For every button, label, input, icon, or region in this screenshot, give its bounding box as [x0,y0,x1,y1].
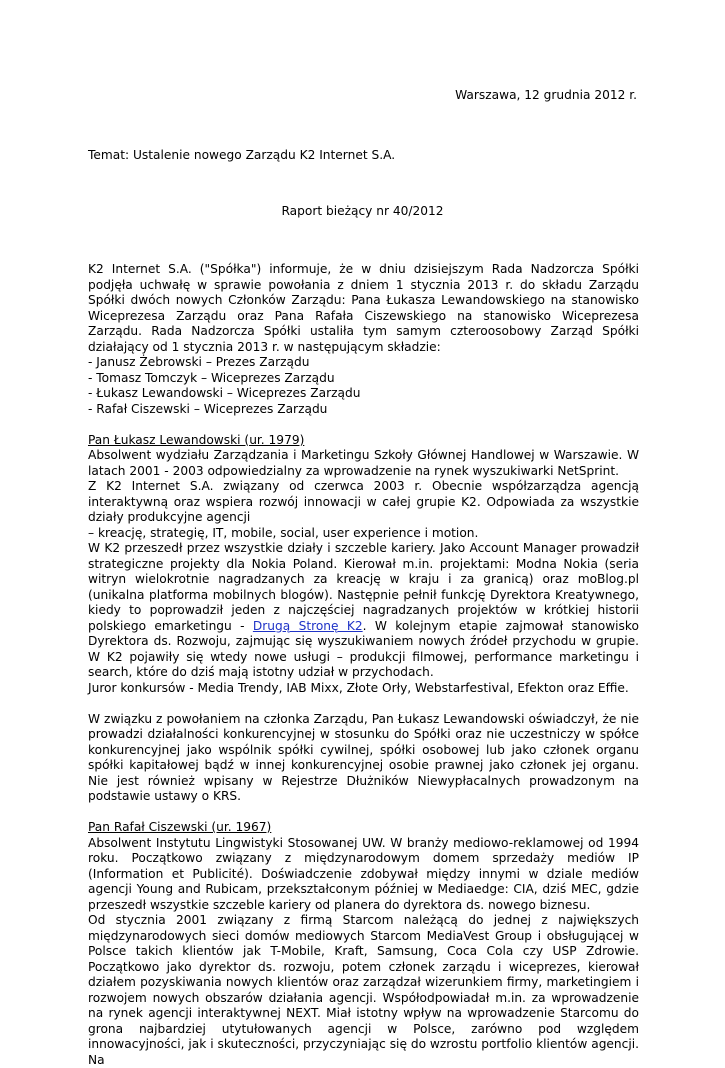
ciszewski-heading: Pan Rafał Ciszewski (ur. 1967) [88,820,272,834]
ciszewski-starcom: Od stycznia 2001 związany z firmą Starcom należącą do jednej z największych międzynarodowych sieci domów mediowych Starcom MediaVest Group i obsługującej w Polsce takich klientów jak T-Mobile, Kraft, Samsung, Coca Cola czy USP Zdrowie. Początkowo jako dyrektor ds. rozwoju, potem członek zarządu i wiceprezes, kierował działem pozyskiwania nowych klientów oraz zarządzał wizerunkiem firmy, marketingiem i rozwojem nowych obszarów działania agencji. Współodpowiadał m.in. za wprowadzenie na rynek agencji interaktywnej NEXT. Miał istotny wpływ na wprowadzenie Starcomu do grona najbardziej utytułowanych agencji w Polsce, zarówno pod względem innowacyjności, jak i skuteczności, przyczyniając się do wzrostu portfolio klientów agencji. Na [88,913,639,1067]
lewandowski-departments: – kreację, strategię, IT, mobile, social, user experience i motion. [88,525,479,540]
report-number: Raport bieżący nr 40/2012 [281,204,444,218]
lewandowski-k2-role: Z K2 Internet S.A. związany od czerwca 2003 r. Obecnie współzarządza agencją interaktywną oraz wspiera rozwój innowacji w całej grupie K2. Odpowiada za wszystkie działy produkcyjne agencji [88,479,639,524]
board-member: - Tomasz Tomczyk – Wiceprezes Zarządu [88,370,335,385]
ciszewski-education: Absolwent Instytutu Lingwistyki Stosowanej UW. W branży mediowo-reklamowej od 1994 roku. Początkowo związany z międzynarodowym domem sprzedaży mediów IP (Information et Publicité). Doświadczenie zdobywał między innymi w dziale mediów agencji Young and Rubicam, przekształconym później w Mediaedge: CIA, dziś MEC, gdzie przeszedł wszystkie szczeble kariery od planera do dyrektora ds. nowego biznesu. [88,835,639,912]
lewandowski-education: Absolwent wydziału Zarządzania i Marketingu Szkoły Głównej Handlowej w Warszawie. W latach 2001 - 2003 odpowiedzialny za wprowadzenie na rynek wyszukiwarki NetSprint. [88,448,639,478]
lewandowski-career: W K2 przeszedł przez wszystkie działy i szczeble kariery. Jako Account Manager prowadził strategiczne projekty dla Nokia Poland. Kierował m.in. projektami: Modna Nokia (seria witryn wielokrotnie nagradzanych za kreację w kraju i za granicą) oraz moBlog.pl (unikalna platforma mobilnych blogów). Następnie pełnił funkcję Dyrektora Kreatywnego, kiedy to poprowadził jeden z najczęściej nagradzanych projektów w krótkiej historii polskiego emarketingu - Drugą Stronę K2. W kolejnym etapie zajmował stanowisko Dyrektora ds. Rozwoju, zajmując się wyszukiwaniem nowych źródeł przychodu w grupie. W K2 pojawiły się wtedy nowe usługi – produkcji filmowej, performance marketingu i search, które do dziś mają istotny udział w przychodach. [88,541,639,679]
document-date: Warszawa, 12 grudnia 2012 r. [455,88,637,102]
lewandowski-juror: Juror konkursów - Media Trendy, IAB Mixx, Złote Orły, Webstarfestival, Efekton oraz Effie. [88,680,629,695]
document-subject: Temat: Ustalenie nowego Zarządu K2 Internet S.A. [88,148,396,162]
board-member: - Łukasz Lewandowski – Wiceprezes Zarządu [88,386,361,400]
board-member: - Rafał Ciszewski – Wiceprezes Zarządu [88,401,328,416]
document-body [88,262,639,1068]
lewandowski-statement: W związku z powołaniem na członka Zarządu, Pan Łukasz Lewandowski oświadczył, że nie prowadzi działalności konkurencyjnej w stosunku do Spółki oraz nie uczestniczy w spółce konkurencyjnej jako wspólnik spółki cywilnej, spółki osobowej lub jako członek organu spółki kapitałowej bądź w innej konkurencyjnej osobie prawnej jako członek jej organu. Nie jest również wpisany w Rejestrze Dłużników Niewypłacalnych prowadzonym na podstawie ustawy o KRS. [88,711,639,803]
intro-paragraph: K2 Internet S.A. ("Spółka") informuje, że w dniu dzisiejszym Rada Nadzorcza Spółki podjęła uchwałę w sprawie powołania z dniem 1 stycznia 2013 r. do składu Zarządu Spółki dwóch nowych Członków Zarządu: Pana Łukasza Lewandowskiego na stanowisko Wiceprezesa Zarządu oraz Pana Rafała Ciszewskiego na stanowisko Wiceprezesa Zarządu. Rada Nadzorcza Spółki ustaliła tym samym czteroosobowy Zarząd Spółki działający od 1 stycznia 2013 r. w następującym składzie: [88,262,639,354]
lewandowski-heading: Pan Łukasz Lewandowski (ur. 1979) [88,432,305,447]
board-member: - Janusz Żebrowski – Prezes Zarządu [88,355,310,369]
druga-strona-k2-link[interactable]: Drugą Stronę K2 [252,618,363,633]
